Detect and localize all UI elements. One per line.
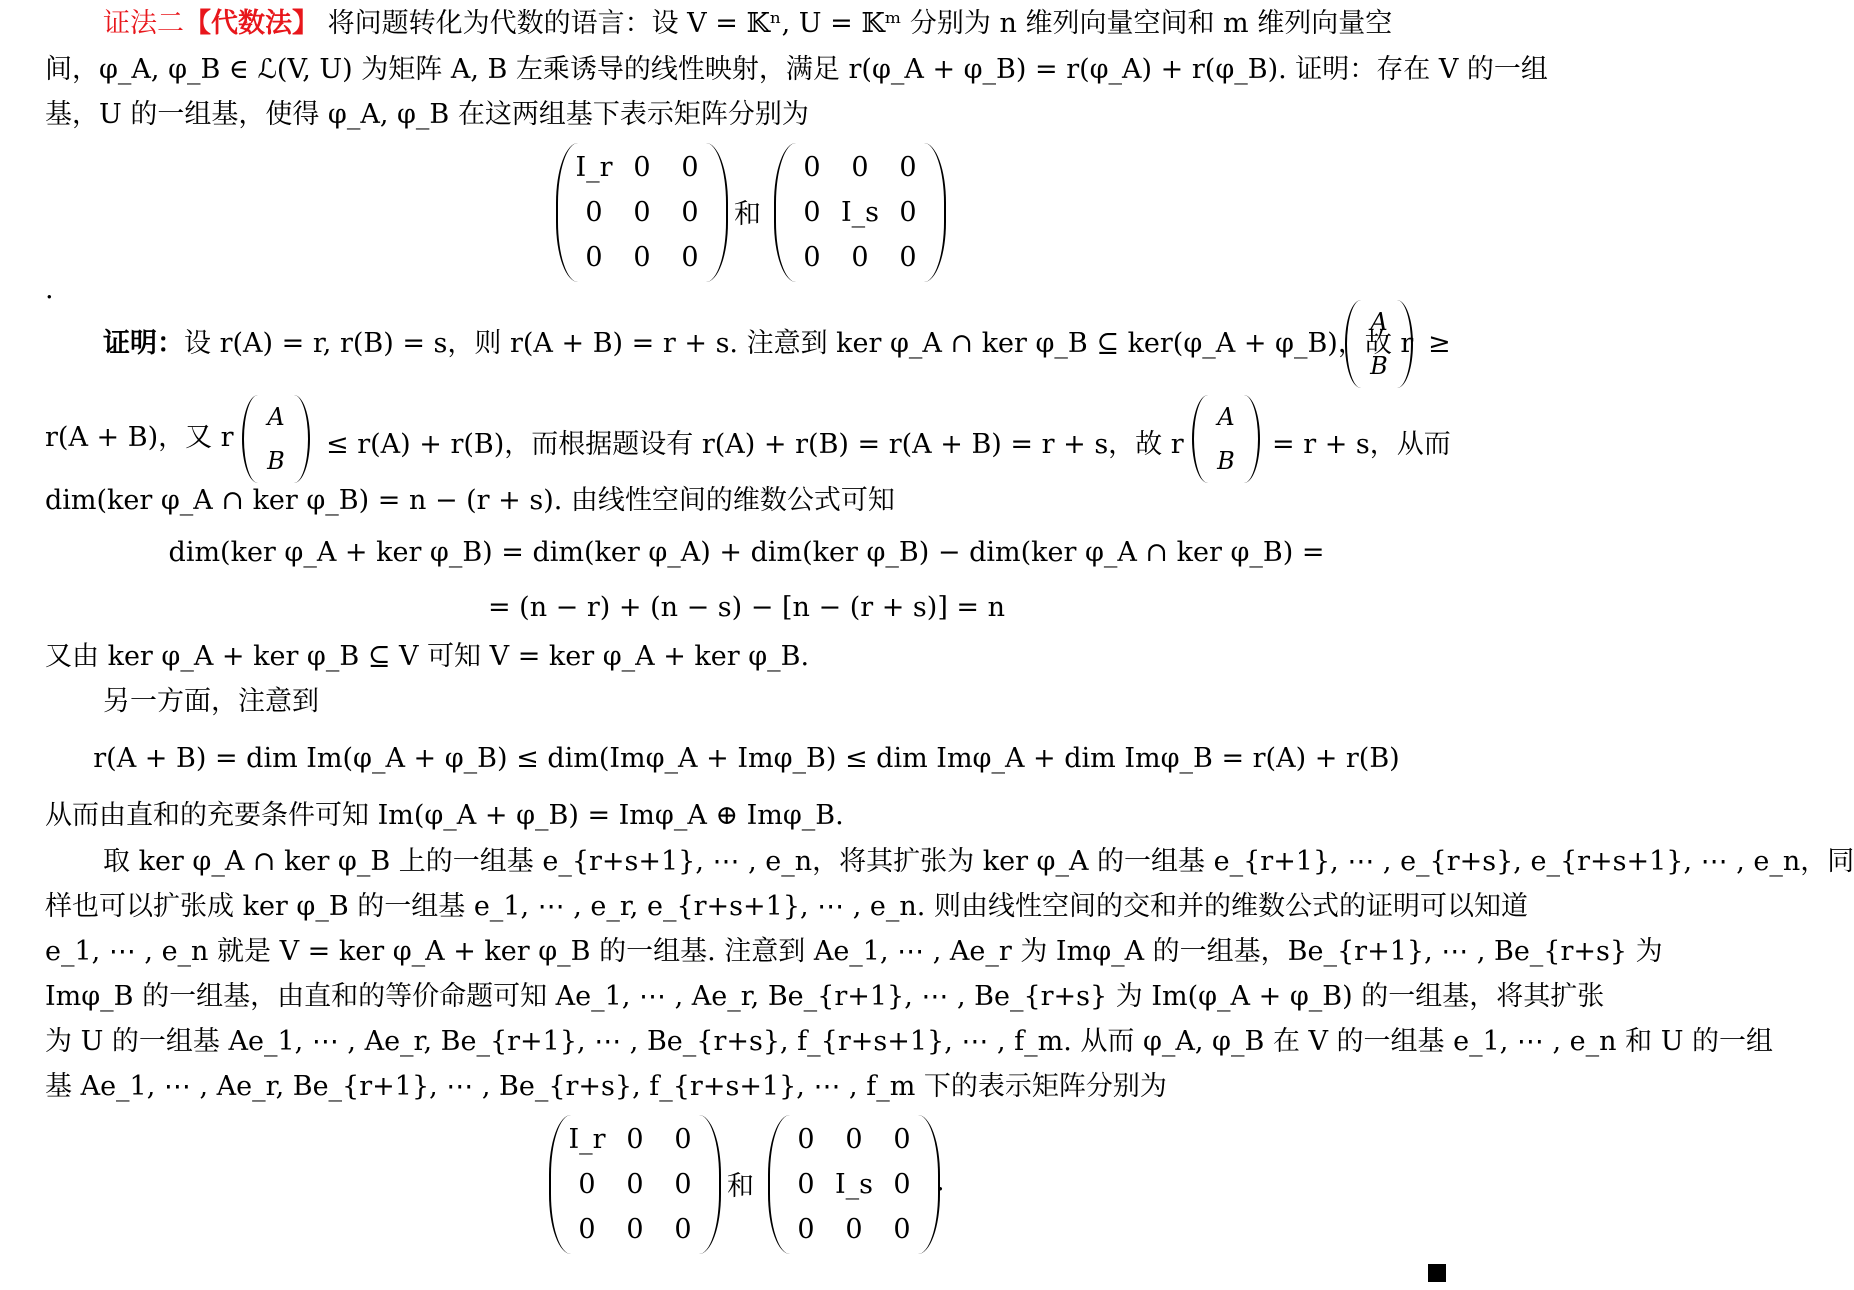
proof-text-3: dim(ker φ_A ∩ ker φ_B) = n − (r + s). 由线性空间的维数公式可知 (45, 485, 895, 516)
column-vector-ab (1345, 300, 1413, 388)
proof-text-11: 为 U 的一组基 Ae_1, ⋯ , Ae_r, Be_{r+1}, ⋯ , Be_{r+s}, f_{r+s+1}, ⋯ , f_m. 从而 φ_A, φ_B 在 V 的一组基 e_1, ⋯ , e_n 和 U 的一组 (45, 1026, 1774, 1057)
proof-text-2b: ≤ r(A) + r(B)，而根据题设有 r(A) + r(B) = r(A + B) = r + s，故 r (326, 429, 1184, 460)
proof-text-12: 基 Ae_1, ⋯ , Ae_r, Be_{r+1}, ⋯ , Be_{r+s}, f_{r+s+1}, ⋯ , f_m 下的表示矩阵分别为 (45, 1071, 1167, 1102)
matrix-cell: 0 (803, 197, 821, 228)
matrix-cell: 0 (803, 152, 821, 183)
proof-text-10: Imφ_B 的一组基，由直和的等价命题可知 Ae_1, ⋯ , Ae_r, Be_{r+1}, ⋯ , Be_{r+s} 为 Im(φ_A + φ_B) 的一组基，将其扩张 (45, 981, 1605, 1012)
proof-text-5 (45, 682, 1448, 722)
column-vector-ab (1192, 395, 1260, 483)
matrix-cell: 0 (633, 152, 651, 183)
matrix-cell: 0 (899, 152, 917, 183)
matrix-cell: 0 (681, 152, 699, 183)
column-vector-ab (242, 395, 310, 483)
matrix-cell: 0 (803, 242, 821, 273)
matrix-cell: 0 (674, 1214, 692, 1245)
matrix-cell: 0 (851, 152, 869, 183)
matrix-cell: 0 (845, 1124, 863, 1155)
matrix-cell: 0 (626, 1214, 644, 1245)
matrix-cell: 0 (893, 1214, 911, 1245)
proof-text-5-content: 另一方面，注意到 (103, 686, 319, 717)
matrix-cell: 0 (845, 1214, 863, 1245)
and-word: 和 (734, 199, 761, 230)
matrix-cell: 0 (851, 242, 869, 273)
matrix-cell: 0 (797, 1169, 815, 1200)
vector-entry: B (267, 447, 285, 475)
statement-text-1: 将问题转化为代数的语言：设 V = 𝕂ⁿ, U = 𝕂ᵐ 分别为 n 维列向量空间和 m 维列向量空 (327, 8, 1393, 39)
heading-label: 证法二 (103, 8, 184, 39)
vector-entry: A (267, 403, 285, 431)
stray-dot: . (45, 274, 54, 305)
matrix-cell: 0 (674, 1169, 692, 1200)
equation-dim-1: dim(ker φ_A + ker φ_B) = dim(ker φ_A) + dim(ker φ_B) − dim(ker φ_A ∩ ker φ_B) = (168, 537, 1325, 568)
proof-text-9: e_1, ⋯ , e_n 就是 V = ker φ_A + ker φ_B 的一组基. 注意到 Ae_1, ⋯ , Ae_r 为 Imφ_A 的一组基，Be_{r+1}, ⋯ , Be_{r+s} 为 (45, 936, 1663, 967)
matrix-cell: 0 (585, 197, 603, 228)
proof-text-1a: 设 r(A) = r, r(B) = s，则 r(A + B) = r + s. 注意到 ker φ_A ∩ ker φ_B ⊆ ker(φ_A + φ_B)，故 r (184, 328, 1414, 359)
matrix-cell: 0 (893, 1124, 911, 1155)
equation-dim-2: = (n − r) + (n − s) − [n − (r + s)] = n (487, 592, 1006, 623)
proof-text-7-content: 取 ker φ_A ∩ ker φ_B 上的一组基 e_{r+s+1}, ⋯ , e_n，将其扩张为 ker φ_A 的一组基 e_{r+1}, ⋯ , e_{r+s}, e_{r+s+1}, ⋯ , e_n，同 (103, 846, 1854, 877)
matrix-cell: 0 (899, 242, 917, 273)
vector-entry: A (1217, 403, 1235, 431)
vector-entry: B (1370, 352, 1388, 380)
proof-text-4: 又由 ker φ_A + ker φ_B ⊆ V 可知 V = ker φ_A + ker φ_B. (45, 641, 810, 672)
proof-text-8: 样也可以扩张成 ker φ_B 的一组基 e_1, ⋯ , e_r, e_{r+s+1}, ⋯ , e_n. 则由线性空间的交和并的维数公式的证明可以知道 (45, 891, 1528, 922)
matrix-cell: 0 (578, 1214, 596, 1245)
matrix-cell: I_r (568, 1124, 606, 1155)
matrix-b-top (774, 143, 946, 282)
matrix-cell: 0 (797, 1214, 815, 1245)
matrix-cell: 0 (585, 242, 603, 273)
proof-line-1 (45, 324, 1448, 364)
equation-rank: r(A + B) = dim Im(φ_A + φ_B) ≤ dim(Imφ_A + Imφ_B) ≤ dim Imφ_A + dim Imφ_B = r(A) + r(B) (93, 743, 1400, 774)
proof-text-2c: = r + s，从而 (1272, 429, 1451, 460)
proof-text-7 (45, 842, 1854, 882)
matrix-cell: 0 (674, 1124, 692, 1155)
matrix-cell: 0 (626, 1124, 644, 1155)
matrix-cell: 0 (633, 197, 651, 228)
proof-text-2a: r(A + B)，又 r (45, 422, 234, 453)
matrix-cell: I_s (840, 197, 880, 228)
geq-symbol: ≥ (1428, 328, 1451, 359)
paragraph-statement-line-1 (45, 4, 1448, 44)
matrix-cell: I_s (834, 1169, 874, 1200)
matrix-cell: 0 (899, 197, 917, 228)
proof-label: 证明： (103, 328, 184, 359)
proof-text-6: 从而由直和的充要条件可知 Im(φ_A + φ_B) = Imφ_A ⊕ Imφ_B. (45, 800, 844, 831)
matrix-a-bottom (549, 1115, 721, 1254)
statement-text-3: 基，U 的一组基，使得 φ_A, φ_B 在这两组基下表示矩阵分别为 (45, 99, 809, 130)
vector-entry: B (1217, 447, 1235, 475)
matrix-cell: 0 (626, 1169, 644, 1200)
matrix-cell: 0 (797, 1124, 815, 1155)
final-period: . (936, 1166, 945, 1197)
matrix-cell: 0 (681, 242, 699, 273)
matrix-cell: 0 (633, 242, 651, 273)
matrix-cell: I_r (575, 152, 613, 183)
vector-entry: A (1370, 308, 1388, 336)
matrix-a-top (556, 143, 728, 282)
matrix-b-bottom (768, 1115, 940, 1254)
matrix-cell: 0 (681, 197, 699, 228)
matrix-cell: 0 (578, 1169, 596, 1200)
heading-bracket: 【代数法】 (184, 8, 319, 39)
qed-square-icon (1428, 1264, 1446, 1282)
matrix-cell: 0 (893, 1169, 911, 1200)
statement-text-2: 间，φ_A, φ_B ∈ ℒ(V, U) 为矩阵 A, B 左乘诱导的线性映射，满足 r(φ_A + φ_B) = r(φ_A) + r(φ_B). 证明：存在 V 的一组 (45, 54, 1548, 85)
and-word: 和 (727, 1171, 754, 1202)
